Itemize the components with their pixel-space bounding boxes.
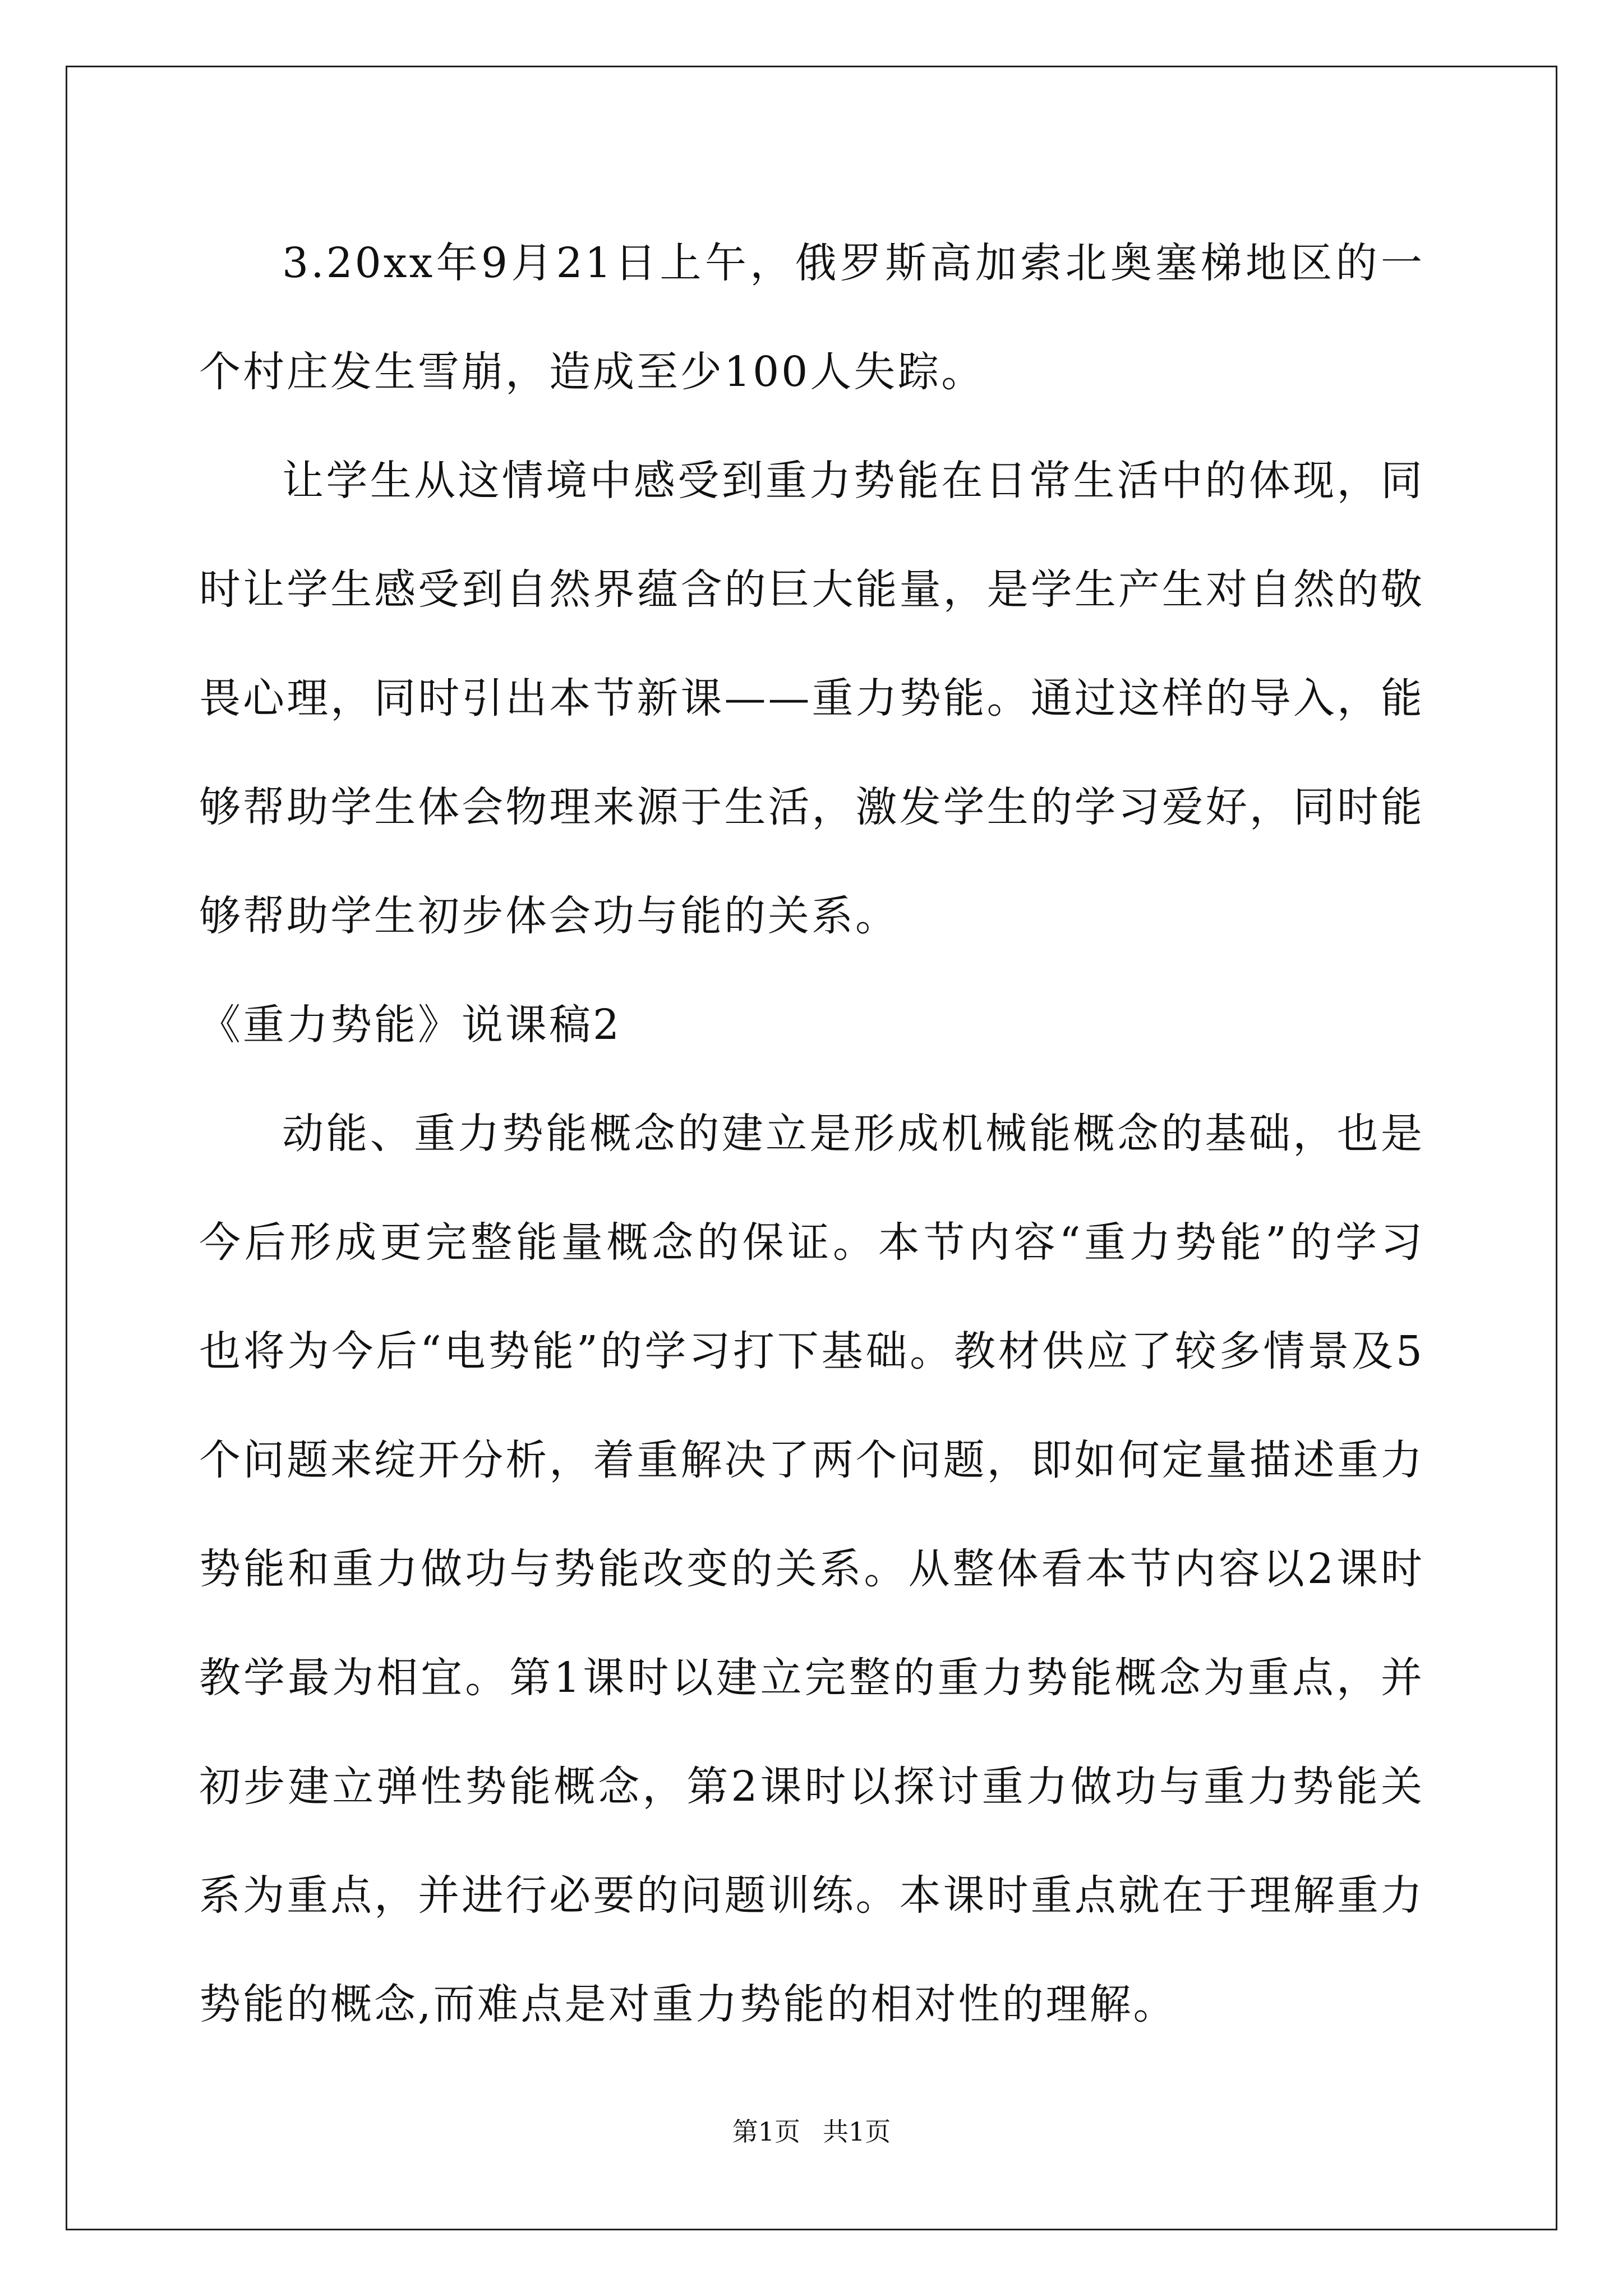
paragraph-lesson-analysis: 动能、重力势能概念的建立是形成机械能概念的基础，也是今后形成更完整能量概念的保证。本节内容“重力势能”的学习也将为今后“电势能”的学习打下基础。教材供应了较多情景及5个问题来绽开分析，着重解决了两个问题，即如何定量描述重力势能和重力做功与势能改变的关系。从整体看本节内容以2课时教学最为相宜。第1课时以建立完整的重力势能概念为重点，并初步建立弹性势能概念，第2课时以探讨重力做功与重力势能关系为重点，并进行必要的问题训练。本课时重点就在于理解重力势能的概念,而难点是对重力势能的相对性的理解。	[199, 1110, 1424, 2028]
section-title: 《重力势能》说课稿2	[199, 1001, 622, 1049]
paragraph-lesson-intro: 让学生从这情境中感受到重力势能在日常生活中的体现，同时让学生感受到自然界蕴含的巨大能量，是学生产生对自然的敬畏心理，同时引出本节新课——重力势能。通过这样的导入，能够帮助学生体会物理来源于生活，激发学生的学习爱好，同时能够帮助学生初步体会功与能的关系。	[199, 457, 1424, 940]
page-number-total: 共1页	[823, 2116, 891, 2147]
page-number-current: 第1页	[732, 2116, 800, 2147]
page-footer	[0, 2115, 1623, 2148]
document-body	[199, 209, 1424, 2059]
paragraph-avalanche-event: 3.20xx年9月21日上午，俄罗斯高加索北奥塞梯地区的一个村庄发生雪崩，造成至少100人失踪。	[199, 239, 1424, 396]
